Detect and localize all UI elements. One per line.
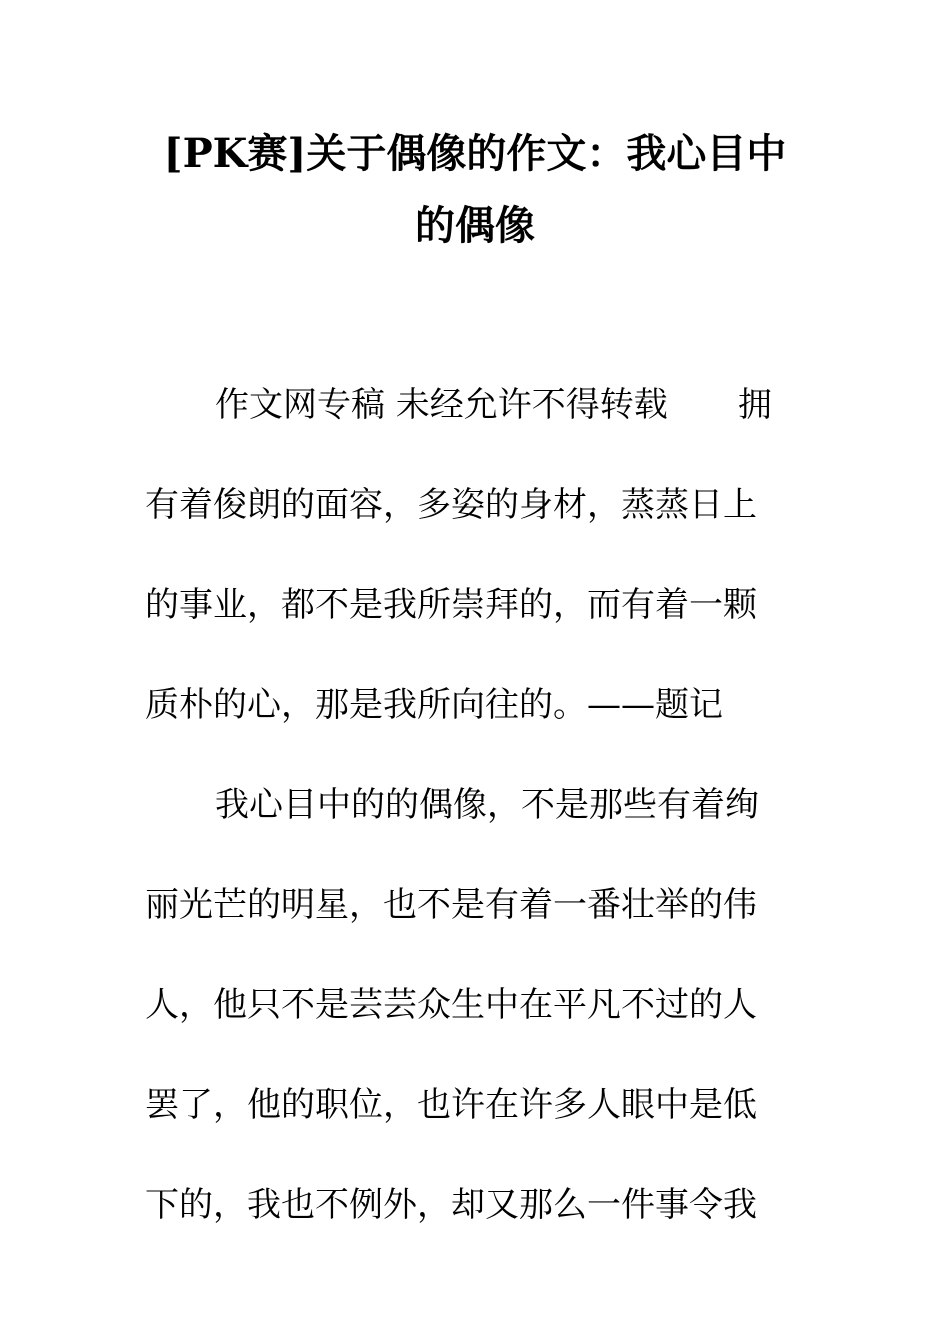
paragraph-main — [145, 755, 805, 1255]
paragraph-line: 下的，我也不例外，却又那么一件事令我 — [145, 1185, 757, 1225]
paragraph-line: 质朴的心，那是我所向往的。——题记 — [145, 685, 723, 725]
paragraph-line — [145, 355, 805, 455]
title-line-1: [PK赛]关于偶像的作文：我心目中 — [163, 130, 787, 177]
copyright-notice: 作文网专稿 未经允许不得转载 — [215, 385, 668, 425]
paragraph-epigraph — [145, 355, 805, 755]
paragraph-line: 丽光芒的明星，也不是有着一番壮举的伟 — [145, 885, 757, 925]
document-title — [140, 118, 810, 262]
paragraph-line: 罢了，他的职位，也许在许多人眼中是低 — [145, 1085, 757, 1125]
paragraph-line: 有着俊朗的面容，多姿的身材，蒸蒸日上 — [145, 485, 757, 525]
title-line-2: 的偶像 — [415, 202, 535, 249]
paragraph-text: 拥 — [737, 385, 772, 425]
paragraph-line: 人，他只不是芸芸众生中在平凡不过的人 — [145, 985, 757, 1025]
paragraph-line: 的事业，都不是我所崇拜的，而有着一颗 — [145, 585, 757, 625]
paragraph-line: 我心目中的的偶像，不是那些有着绚 — [215, 785, 759, 825]
document-body — [145, 355, 805, 1255]
